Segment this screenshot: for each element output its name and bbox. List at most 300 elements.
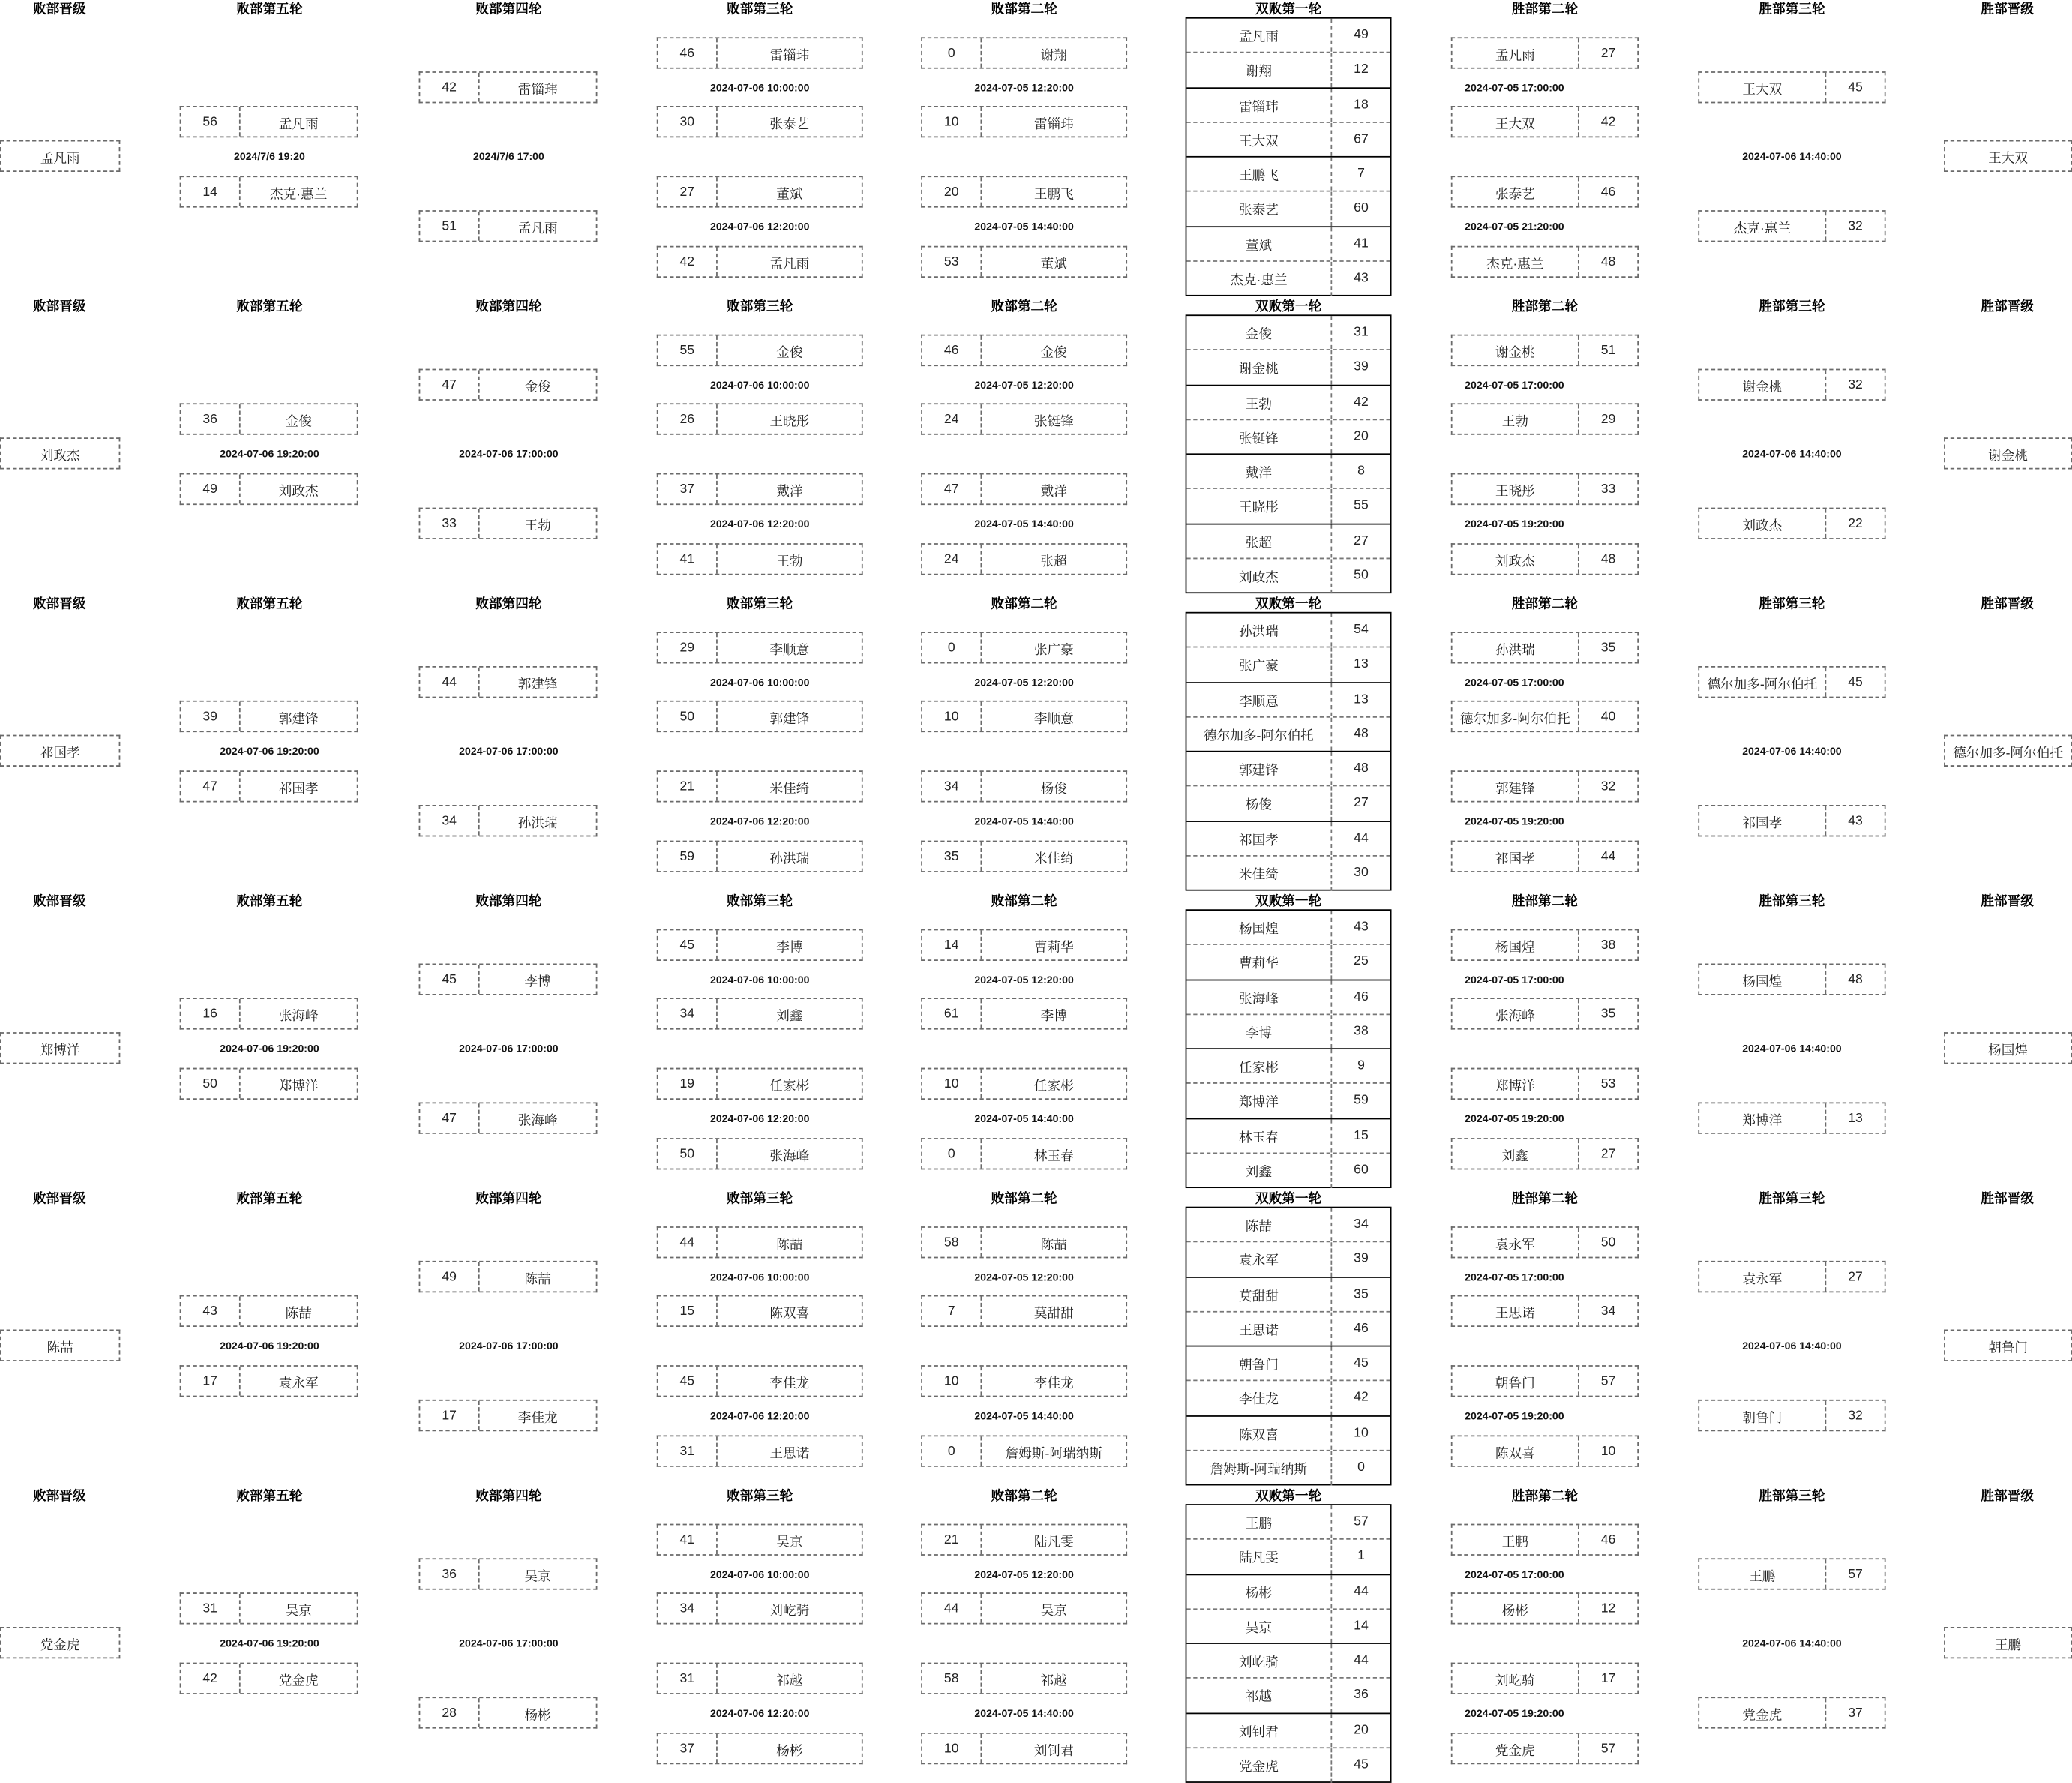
player-name: 王鹏 xyxy=(1994,1637,2022,1653)
player-name: 张超 xyxy=(1186,524,1332,557)
player-score: 50 xyxy=(658,702,718,731)
first-round-row[interactable] xyxy=(1186,1154,1390,1188)
player-name: 杨国煌 xyxy=(1453,930,1579,959)
player-name: 曹莉华 xyxy=(1033,940,1074,956)
player-score: 39 xyxy=(1354,359,1369,375)
player-name: 郭建锋 xyxy=(278,711,319,727)
player-entry[interactable] xyxy=(419,805,598,836)
round-header: 败部第二轮 xyxy=(991,2,1057,17)
player-entry[interactable] xyxy=(180,403,358,434)
first-round-row[interactable] xyxy=(1186,1382,1390,1416)
player-name: 戴洋 xyxy=(1040,484,1067,500)
first-round-row[interactable] xyxy=(1186,122,1390,157)
player-entry[interactable] xyxy=(180,106,358,137)
player-score: 12 xyxy=(1600,1601,1616,1616)
player-entry[interactable] xyxy=(657,1524,863,1556)
player-entry[interactable] xyxy=(1451,701,1639,732)
player-entry[interactable] xyxy=(1451,473,1639,505)
player-name: 吴京 xyxy=(1186,1610,1332,1643)
player-entry[interactable] xyxy=(921,770,1127,802)
first-round-row[interactable] xyxy=(1186,386,1390,420)
player-entry[interactable] xyxy=(921,841,1127,872)
player-name: 郭建锋 xyxy=(769,711,810,727)
player-score: 54 xyxy=(1354,623,1369,638)
first-round-row[interactable] xyxy=(1186,821,1390,856)
player-score: 39 xyxy=(181,702,240,731)
player-score: 29 xyxy=(1600,411,1616,427)
wb-advancer[interactable] xyxy=(1944,437,2072,469)
match-time: 2024-07-06 12:20:00 xyxy=(709,815,810,827)
player-entry[interactable] xyxy=(419,666,598,698)
player-entry[interactable] xyxy=(1451,929,1639,961)
round-header: 败部第三轮 xyxy=(727,1489,793,1505)
player-name: 陈喆 xyxy=(1040,1238,1067,1253)
player-score: 49 xyxy=(1354,28,1369,43)
player-entry[interactable] xyxy=(657,176,863,207)
player-entry[interactable] xyxy=(1451,1592,1639,1624)
player-entry[interactable] xyxy=(419,1261,598,1292)
player-name: 党金虎 xyxy=(40,1637,80,1653)
player-name: 孙洪瑞 xyxy=(1186,614,1332,647)
player-name: 祁国孝 xyxy=(1699,806,1826,836)
player-entry[interactable] xyxy=(657,1663,863,1694)
player-name: 李佳龙 xyxy=(517,1410,558,1426)
wb-advancer[interactable] xyxy=(1944,140,2072,172)
player-score: 45 xyxy=(1848,80,1863,95)
player-name: 孙洪瑞 xyxy=(769,851,810,866)
player-entry[interactable] xyxy=(657,1226,863,1258)
player-score: 34 xyxy=(922,772,982,801)
lb-advancer[interactable] xyxy=(0,437,120,469)
player-entry[interactable] xyxy=(657,998,863,1029)
player-name: 祁越 xyxy=(776,1673,803,1688)
player-name: 孙洪瑞 xyxy=(1453,633,1579,662)
first-round-row[interactable] xyxy=(1186,88,1390,122)
lb-advancer[interactable] xyxy=(0,140,120,172)
player-entry[interactable] xyxy=(921,403,1127,434)
player-score: 48 xyxy=(1848,971,1863,987)
first-round-row[interactable] xyxy=(1186,856,1390,890)
player-score: 57 xyxy=(1848,1566,1863,1582)
player-score: 39 xyxy=(1354,1252,1369,1267)
round-header: 败部第四轮 xyxy=(475,597,542,612)
player-entry[interactable] xyxy=(419,508,598,539)
player-score: 26 xyxy=(658,404,718,434)
player-score: 51 xyxy=(420,212,479,241)
player-entry[interactable] xyxy=(921,632,1127,663)
player-entry[interactable] xyxy=(419,1697,598,1728)
first-round-row[interactable] xyxy=(1186,1084,1390,1118)
player-name: 刘政杰 xyxy=(1699,509,1826,538)
player-entry[interactable] xyxy=(180,998,358,1029)
player-score: 20 xyxy=(1354,1722,1369,1738)
player-entry[interactable] xyxy=(657,37,863,68)
player-score: 60 xyxy=(1354,1163,1369,1178)
player-name: 陆凡雯 xyxy=(1033,1535,1074,1550)
player-entry[interactable] xyxy=(921,543,1127,575)
player-entry[interactable] xyxy=(657,1138,863,1169)
player-entry[interactable] xyxy=(1698,1400,1885,1431)
wb-advancer[interactable] xyxy=(1944,1627,2072,1658)
player-entry[interactable] xyxy=(921,473,1127,505)
lb-advancer[interactable] xyxy=(0,1627,120,1658)
player-entry[interactable] xyxy=(921,176,1127,207)
player-entry[interactable] xyxy=(419,71,598,103)
player-name: 党金虎 xyxy=(278,1673,319,1688)
first-round-table xyxy=(1186,612,1392,891)
player-entry[interactable] xyxy=(921,1436,1127,1467)
player-entry[interactable] xyxy=(1451,543,1639,575)
player-entry[interactable] xyxy=(1451,1436,1639,1467)
player-entry[interactable] xyxy=(180,770,358,802)
player-score: 59 xyxy=(658,842,718,871)
player-entry[interactable] xyxy=(657,473,863,505)
round-header: 胜部第二轮 xyxy=(1511,1192,1578,1207)
player-entry[interactable] xyxy=(1451,335,1639,366)
player-score: 47 xyxy=(420,370,479,399)
player-name: 陈喆 xyxy=(524,1271,551,1287)
first-round-row[interactable] xyxy=(1186,1312,1390,1346)
first-round-row[interactable] xyxy=(1186,1451,1390,1485)
player-score: 41 xyxy=(1354,236,1369,251)
player-entry[interactable] xyxy=(1451,1365,1639,1397)
player-entry[interactable] xyxy=(657,543,863,575)
player-score: 58 xyxy=(922,1228,982,1257)
player-name: 陈喆 xyxy=(1186,1208,1332,1241)
match-time: 2024-07-05 19:20:00 xyxy=(1465,1112,1564,1125)
match-time: 2024-07-05 12:20:00 xyxy=(974,1271,1074,1283)
first-round-row[interactable] xyxy=(1186,192,1390,227)
player-name: 李佳龙 xyxy=(1033,1376,1074,1391)
first-round-row[interactable] xyxy=(1186,1610,1390,1644)
player-entry[interactable] xyxy=(180,1068,358,1100)
player-name: 党金虎 xyxy=(1453,1734,1579,1763)
player-score: 0 xyxy=(922,633,982,662)
player-name: 王晓彤 xyxy=(1186,489,1332,522)
player-entry[interactable] xyxy=(180,701,358,732)
player-entry[interactable] xyxy=(657,929,863,961)
first-round-row[interactable] xyxy=(1186,717,1390,752)
player-score: 27 xyxy=(658,177,718,206)
player-entry[interactable] xyxy=(657,841,863,872)
player-entry[interactable] xyxy=(921,37,1127,68)
player-score: 27 xyxy=(1354,796,1369,811)
first-round-row[interactable] xyxy=(1186,1540,1390,1574)
player-score: 20 xyxy=(922,177,982,206)
player-entry[interactable] xyxy=(921,1663,1127,1694)
player-entry[interactable] xyxy=(657,1068,863,1100)
round-header: 败部晋级 xyxy=(33,1489,86,1505)
first-round-row[interactable] xyxy=(1186,911,1390,945)
player-entry[interactable] xyxy=(1698,805,1885,836)
player-entry[interactable] xyxy=(657,246,863,278)
player-entry[interactable] xyxy=(1698,210,1885,242)
player-score: 51 xyxy=(1600,343,1616,358)
first-round-row[interactable] xyxy=(1186,350,1390,385)
player-entry[interactable] xyxy=(657,1295,863,1327)
wb-advancer[interactable] xyxy=(1944,735,2072,767)
first-round-row[interactable] xyxy=(1186,1748,1390,1783)
player-score: 31 xyxy=(1354,325,1369,341)
first-round-row[interactable] xyxy=(1186,1346,1390,1381)
player-entry[interactable] xyxy=(657,1365,863,1397)
round-header: 败部第五轮 xyxy=(236,597,303,612)
player-name: 张铤锋 xyxy=(1186,420,1332,453)
round-header: 双败第一轮 xyxy=(1255,1489,1322,1505)
first-round-row[interactable] xyxy=(1186,1243,1390,1277)
round-header: 双败第一轮 xyxy=(1255,2,1322,17)
player-name: 刘屹骑 xyxy=(769,1604,810,1619)
first-round-row[interactable] xyxy=(1186,53,1390,88)
first-round-row[interactable] xyxy=(1186,787,1390,821)
first-round-row[interactable] xyxy=(1186,489,1390,524)
player-entry[interactable] xyxy=(419,1102,598,1133)
round-header: 双败第一轮 xyxy=(1255,299,1322,315)
first-round-row[interactable] xyxy=(1186,227,1390,261)
first-round-row[interactable] xyxy=(1186,1119,1390,1154)
player-score: 43 xyxy=(1354,920,1369,935)
player-name: 李佳龙 xyxy=(769,1376,810,1391)
player-entry[interactable] xyxy=(1451,176,1639,207)
first-round-row[interactable] xyxy=(1186,1679,1390,1713)
player-score: 49 xyxy=(181,475,240,504)
player-score: 25 xyxy=(1354,954,1369,970)
player-name: 雷锱玮 xyxy=(1186,88,1332,121)
player-entry[interactable] xyxy=(1451,1226,1639,1258)
round-header: 败部第五轮 xyxy=(236,299,303,315)
first-round-row[interactable] xyxy=(1186,559,1390,593)
first-round-row[interactable] xyxy=(1186,1574,1390,1609)
player-entry[interactable] xyxy=(921,1524,1127,1556)
player-entry[interactable] xyxy=(657,770,863,802)
player-entry[interactable] xyxy=(180,176,358,207)
player-entry[interactable] xyxy=(1451,1733,1639,1764)
player-score: 38 xyxy=(1354,1024,1369,1039)
player-name: 孟凡雨 xyxy=(769,257,810,272)
player-entry[interactable] xyxy=(921,929,1127,961)
match-time: 2024-07-06 19:20:00 xyxy=(220,1340,319,1352)
round-header: 胜部第二轮 xyxy=(1511,1489,1578,1505)
player-entry[interactable] xyxy=(921,106,1127,137)
player-entry[interactable] xyxy=(1451,1524,1639,1556)
player-entry[interactable] xyxy=(419,369,598,401)
player-name: 刘政杰 xyxy=(278,484,319,500)
player-score: 47 xyxy=(420,1103,479,1133)
player-entry[interactable] xyxy=(921,335,1127,366)
first-round-row[interactable] xyxy=(1186,1505,1390,1540)
first-round-row[interactable] xyxy=(1186,648,1390,683)
match-time: 2024-07-05 19:20:00 xyxy=(1465,518,1564,530)
player-entry[interactable] xyxy=(921,998,1127,1029)
match-time: 2024-07-06 10:00:00 xyxy=(709,677,810,689)
first-round-row[interactable] xyxy=(1186,1416,1390,1451)
match-time: 2024-07-05 14:40:00 xyxy=(974,221,1074,233)
player-name: 张超 xyxy=(1040,554,1067,569)
player-entry[interactable] xyxy=(1451,1663,1639,1694)
player-entry[interactable] xyxy=(921,701,1127,732)
first-round-row[interactable] xyxy=(1186,945,1390,980)
match-time: 2024-07-06 14:40:00 xyxy=(1742,150,1842,163)
player-score: 30 xyxy=(1354,866,1369,881)
player-entry[interactable] xyxy=(419,1400,598,1431)
player-entry[interactable] xyxy=(1451,998,1639,1029)
player-score: 59 xyxy=(1354,1093,1369,1109)
player-entry[interactable] xyxy=(419,1558,598,1589)
player-entry[interactable] xyxy=(1698,508,1885,539)
player-entry[interactable] xyxy=(1451,106,1639,137)
first-round-row[interactable] xyxy=(1186,524,1390,559)
player-entry[interactable] xyxy=(1451,37,1639,68)
player-entry[interactable] xyxy=(657,335,863,366)
player-entry[interactable] xyxy=(1698,1697,1885,1728)
round-header: 败部第二轮 xyxy=(991,299,1057,315)
player-name: 德尔加多-阿尔伯托 xyxy=(1186,717,1332,750)
first-round-row[interactable] xyxy=(1186,261,1390,296)
round-header: 败部第二轮 xyxy=(991,894,1057,910)
player-score: 58 xyxy=(922,1664,982,1693)
player-entry[interactable] xyxy=(921,1138,1127,1169)
match-time: 2024-07-05 14:40:00 xyxy=(974,815,1074,827)
player-name: 吴京 xyxy=(285,1604,312,1619)
player-name: 孟凡雨 xyxy=(278,116,319,132)
player-name: 党金虎 xyxy=(1699,1698,1826,1727)
player-entry[interactable] xyxy=(1698,963,1885,995)
player-entry[interactable] xyxy=(921,1733,1127,1764)
first-round-row[interactable] xyxy=(1186,455,1390,489)
first-round-table xyxy=(1186,909,1392,1188)
player-entry[interactable] xyxy=(1451,246,1639,278)
player-score: 46 xyxy=(1354,989,1369,1004)
player-entry[interactable] xyxy=(921,1365,1127,1397)
player-name: 曹莉华 xyxy=(1186,945,1332,978)
player-entry[interactable] xyxy=(921,1592,1127,1624)
first-round-row[interactable] xyxy=(1186,1208,1390,1242)
round-header: 胜部第二轮 xyxy=(1511,2,1578,17)
first-round-row[interactable] xyxy=(1186,614,1390,648)
player-score: 35 xyxy=(1600,1006,1616,1022)
player-entry[interactable] xyxy=(1698,666,1885,698)
player-score: 31 xyxy=(658,1664,718,1693)
first-round-row[interactable] xyxy=(1186,420,1390,455)
player-entry[interactable] xyxy=(657,701,863,732)
first-round-row[interactable] xyxy=(1186,683,1390,717)
player-score: 43 xyxy=(1848,813,1863,828)
match-time: 2024-07-05 21:20:00 xyxy=(1465,221,1564,233)
player-entry[interactable] xyxy=(180,1592,358,1624)
first-round-row[interactable] xyxy=(1186,1713,1390,1748)
player-entry[interactable] xyxy=(1698,1261,1885,1292)
player-name: 刘钊君 xyxy=(1186,1713,1332,1746)
player-name: 詹姆斯-阿瑞纳斯 xyxy=(1005,1446,1102,1461)
player-entry[interactable] xyxy=(1451,841,1639,872)
player-name: 王思诺 xyxy=(769,1446,810,1461)
player-score: 0 xyxy=(922,1139,982,1169)
first-round-row[interactable] xyxy=(1186,1049,1390,1084)
first-round-row[interactable] xyxy=(1186,980,1390,1015)
player-entry[interactable] xyxy=(1451,770,1639,802)
player-entry[interactable] xyxy=(1698,71,1885,103)
player-entry[interactable] xyxy=(1451,1295,1639,1327)
player-entry[interactable] xyxy=(657,632,863,663)
match-time: 2024-07-05 19:20:00 xyxy=(1465,1410,1564,1422)
player-score: 37 xyxy=(658,475,718,504)
player-entry[interactable] xyxy=(1698,1102,1885,1133)
wb-advancer[interactable] xyxy=(1944,1032,2072,1064)
first-round-row[interactable] xyxy=(1186,19,1390,53)
player-score: 57 xyxy=(1354,1514,1369,1529)
player-entry[interactable] xyxy=(180,1295,358,1327)
lb-advancer[interactable] xyxy=(0,1330,120,1361)
player-name: 陈双喜 xyxy=(1453,1436,1579,1466)
player-entry[interactable] xyxy=(1451,1068,1639,1100)
match-time: 2024-07-06 14:40:00 xyxy=(1742,1043,1842,1055)
first-round-row[interactable] xyxy=(1186,752,1390,787)
player-entry[interactable] xyxy=(419,963,598,995)
player-entry[interactable] xyxy=(657,403,863,434)
first-round-row[interactable] xyxy=(1186,1277,1390,1312)
player-entry[interactable] xyxy=(1698,369,1885,401)
first-round-row[interactable] xyxy=(1186,1644,1390,1679)
player-name: 孟凡雨 xyxy=(1453,38,1579,68)
player-name: 王大双 xyxy=(1186,122,1332,155)
player-name: 杨国煌 xyxy=(1699,965,1826,994)
player-entry[interactable] xyxy=(180,1663,358,1694)
player-entry[interactable] xyxy=(657,106,863,137)
match-time: 2024-07-05 14:40:00 xyxy=(974,518,1074,530)
lb-advancer[interactable] xyxy=(0,1032,120,1064)
player-entry[interactable] xyxy=(1451,632,1639,663)
player-name: 王大双 xyxy=(1988,151,2028,167)
player-entry[interactable] xyxy=(180,473,358,505)
player-entry[interactable] xyxy=(921,1295,1127,1327)
player-entry[interactable] xyxy=(657,1592,863,1624)
player-name: 董斌 xyxy=(1040,257,1067,272)
player-entry[interactable] xyxy=(1451,403,1639,434)
first-round-row[interactable] xyxy=(1186,158,1390,192)
player-name: 谢金桃 xyxy=(1453,336,1579,365)
player-score: 34 xyxy=(420,806,479,836)
player-score: 33 xyxy=(1600,482,1616,497)
first-round-row[interactable] xyxy=(1186,1015,1390,1049)
round-header: 败部晋级 xyxy=(33,894,86,910)
player-score: 44 xyxy=(1354,1653,1369,1668)
player-entry[interactable] xyxy=(921,1226,1127,1258)
player-name: 王鹏 xyxy=(1453,1525,1579,1554)
player-entry[interactable] xyxy=(921,246,1127,278)
round-header: 败部第四轮 xyxy=(475,1489,542,1505)
round-header: 双败第一轮 xyxy=(1255,1192,1322,1207)
player-entry[interactable] xyxy=(1451,1138,1639,1169)
player-entry[interactable] xyxy=(657,1436,863,1467)
player-name: 戴洋 xyxy=(1186,455,1332,488)
match-time: 2024-07-06 17:00:00 xyxy=(459,448,559,461)
player-entry[interactable] xyxy=(657,1733,863,1764)
round-header: 败部晋级 xyxy=(33,597,86,612)
first-round-row[interactable] xyxy=(1186,316,1390,350)
player-score: 56 xyxy=(181,107,240,137)
player-score: 34 xyxy=(1600,1304,1616,1319)
player-score: 22 xyxy=(1848,516,1863,531)
lb-advancer[interactable] xyxy=(0,735,120,767)
round-header: 败部第四轮 xyxy=(475,299,542,315)
player-score: 47 xyxy=(922,475,982,504)
player-entry[interactable] xyxy=(180,1365,358,1397)
match-time: 2024-07-06 17:00:00 xyxy=(459,1043,559,1055)
player-entry[interactable] xyxy=(419,210,598,242)
player-entry[interactable] xyxy=(1698,1558,1885,1589)
player-entry[interactable] xyxy=(921,1068,1127,1100)
wb-advancer[interactable] xyxy=(1944,1330,2072,1361)
